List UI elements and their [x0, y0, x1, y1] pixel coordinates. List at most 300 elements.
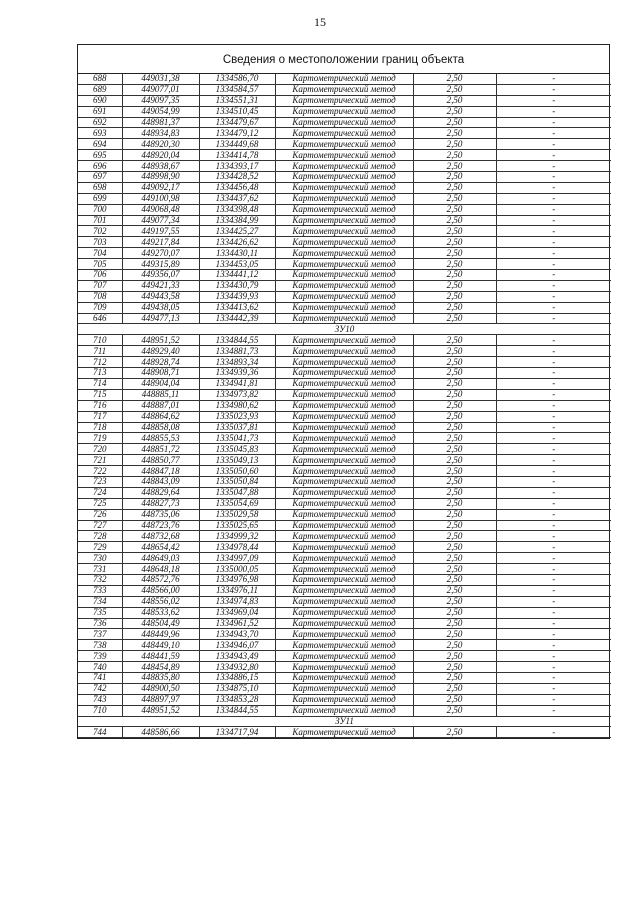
x-coordinate-cell: 448900,50 [122, 683, 199, 694]
description-cell: - [496, 487, 611, 498]
table-row [78, 455, 611, 466]
description-cell: - [496, 357, 611, 368]
y-coordinate-cell: 1334425,27 [199, 226, 275, 237]
method-cell: Картометрический метод [275, 607, 413, 618]
description-cell: - [496, 444, 611, 455]
y-coordinate-cell: 1334976,11 [199, 585, 275, 596]
accuracy-cell: 2,50 [413, 629, 496, 640]
table-row [78, 357, 611, 368]
method-cell: Картометрический метод [275, 542, 413, 553]
table-row [78, 727, 611, 738]
point-number-cell: 708 [78, 291, 122, 302]
accuracy-cell: 2,50 [413, 84, 496, 95]
y-coordinate-cell: 1334430,79 [199, 280, 275, 291]
description-cell: - [496, 476, 611, 487]
x-coordinate-cell: 449031,38 [122, 74, 199, 84]
accuracy-cell: 2,50 [413, 422, 496, 433]
table-row [78, 672, 611, 683]
accuracy-cell: 2,50 [413, 596, 496, 607]
y-coordinate-cell: 1334426,62 [199, 237, 275, 248]
description-cell: - [496, 629, 611, 640]
method-cell: Картометрический метод [275, 574, 413, 585]
method-cell: Картометрический метод [275, 672, 413, 683]
y-coordinate-cell: 1334853,28 [199, 694, 275, 705]
accuracy-cell: 2,50 [413, 531, 496, 542]
accuracy-cell: 2,50 [413, 694, 496, 705]
method-cell: Картометрический метод [275, 150, 413, 161]
section-label: ЗУ11 [78, 716, 611, 727]
method-cell: Картометрический метод [275, 662, 413, 673]
accuracy-cell: 2,50 [413, 74, 496, 84]
table-row [78, 117, 611, 128]
accuracy-cell: 2,50 [413, 564, 496, 575]
point-number-cell: 717 [78, 411, 122, 422]
x-coordinate-cell: 448858,08 [122, 422, 199, 433]
y-coordinate-cell: 1334961,52 [199, 618, 275, 629]
table-row [78, 553, 611, 564]
description-cell: - [496, 389, 611, 400]
method-cell: Картометрический метод [275, 553, 413, 564]
x-coordinate-cell: 449097,35 [122, 95, 199, 106]
point-number-cell: 735 [78, 607, 122, 618]
x-coordinate-cell: 448928,74 [122, 357, 199, 368]
table-row [78, 618, 611, 629]
accuracy-cell: 2,50 [413, 248, 496, 259]
accuracy-cell: 2,50 [413, 651, 496, 662]
accuracy-cell: 2,50 [413, 618, 496, 629]
point-number-cell: 706 [78, 270, 122, 281]
section-row [78, 324, 611, 335]
point-number-cell: 696 [78, 161, 122, 172]
y-coordinate-cell: 1334844,55 [199, 705, 275, 716]
x-coordinate-cell: 448648,18 [122, 564, 199, 575]
accuracy-cell: 2,50 [413, 476, 496, 487]
point-number-cell: 692 [78, 117, 122, 128]
table-row [78, 389, 611, 400]
point-number-cell: 740 [78, 662, 122, 673]
accuracy-cell: 2,50 [413, 280, 496, 291]
point-number-cell: 697 [78, 172, 122, 183]
description-cell: - [496, 564, 611, 575]
table-row [78, 378, 611, 389]
accuracy-cell: 2,50 [413, 520, 496, 531]
accuracy-cell: 2,50 [413, 574, 496, 585]
table-row [78, 651, 611, 662]
accuracy-cell: 2,50 [413, 607, 496, 618]
description-cell: - [496, 683, 611, 694]
table-row [78, 335, 611, 346]
x-coordinate-cell: 448835,80 [122, 672, 199, 683]
method-cell: Картометрический метод [275, 226, 413, 237]
table-row [78, 694, 611, 705]
accuracy-cell: 2,50 [413, 270, 496, 281]
description-cell: - [496, 346, 611, 357]
y-coordinate-cell: 1334939,36 [199, 368, 275, 379]
method-cell: Картометрический метод [275, 640, 413, 651]
method-cell: Картометрический метод [275, 95, 413, 106]
description-cell: - [496, 574, 611, 585]
y-coordinate-cell: 1334449,68 [199, 139, 275, 150]
point-number-cell: 734 [78, 596, 122, 607]
description-cell: - [496, 727, 611, 738]
description-cell: - [496, 672, 611, 683]
point-number-cell: 700 [78, 204, 122, 215]
y-coordinate-cell: 1335049,13 [199, 455, 275, 466]
table-row [78, 182, 611, 193]
accuracy-cell: 2,50 [413, 662, 496, 673]
accuracy-cell: 2,50 [413, 498, 496, 509]
x-coordinate-cell: 449100,98 [122, 193, 199, 204]
y-coordinate-cell: 1334393,17 [199, 161, 275, 172]
accuracy-cell: 2,50 [413, 259, 496, 270]
point-number-cell: 728 [78, 531, 122, 542]
point-number-cell: 730 [78, 553, 122, 564]
y-coordinate-cell: 1335047,88 [199, 487, 275, 498]
x-coordinate-cell: 448897,97 [122, 694, 199, 705]
table-row [78, 444, 611, 455]
method-cell: Картометрический метод [275, 487, 413, 498]
x-coordinate-cell: 448855,53 [122, 433, 199, 444]
point-number-cell: 744 [78, 727, 122, 738]
table-row [78, 531, 611, 542]
y-coordinate-cell: 1334717,94 [199, 727, 275, 738]
accuracy-cell: 2,50 [413, 640, 496, 651]
x-coordinate-cell: 448981,37 [122, 117, 199, 128]
point-number-cell: 741 [78, 672, 122, 683]
point-number-cell: 721 [78, 455, 122, 466]
y-coordinate-cell: 1334969,04 [199, 607, 275, 618]
x-coordinate-cell: 449443,58 [122, 291, 199, 302]
x-coordinate-cell: 448566,00 [122, 585, 199, 596]
description-cell: - [496, 215, 611, 226]
table-row [78, 662, 611, 673]
x-coordinate-cell: 449270,07 [122, 248, 199, 259]
y-coordinate-cell: 1334943,49 [199, 651, 275, 662]
coordinates-table [78, 74, 611, 738]
point-number-cell: 695 [78, 150, 122, 161]
y-coordinate-cell: 1334974,83 [199, 596, 275, 607]
y-coordinate-cell: 1334932,80 [199, 662, 275, 673]
point-number-cell: 732 [78, 574, 122, 585]
x-coordinate-cell: 449217,84 [122, 237, 199, 248]
y-coordinate-cell: 1334413,62 [199, 302, 275, 313]
method-cell: Картометрический метод [275, 564, 413, 575]
y-coordinate-cell: 1334893,34 [199, 357, 275, 368]
description-cell: - [496, 302, 611, 313]
table-row [78, 270, 611, 281]
accuracy-cell: 2,50 [413, 487, 496, 498]
point-number-cell: 714 [78, 378, 122, 389]
method-cell: Картометрический метод [275, 193, 413, 204]
y-coordinate-cell: 1335029,58 [199, 509, 275, 520]
point-number-cell: 701 [78, 215, 122, 226]
method-cell: Картометрический метод [275, 291, 413, 302]
point-number-cell: 719 [78, 433, 122, 444]
table-row [78, 161, 611, 172]
accuracy-cell: 2,50 [413, 161, 496, 172]
table-row [78, 172, 611, 183]
point-number-cell: 738 [78, 640, 122, 651]
table-row [78, 596, 611, 607]
point-number-cell: 689 [78, 84, 122, 95]
accuracy-cell: 2,50 [413, 433, 496, 444]
method-cell: Картометрический метод [275, 270, 413, 281]
method-cell: Картометрический метод [275, 357, 413, 368]
y-coordinate-cell: 1334479,12 [199, 128, 275, 139]
x-coordinate-cell: 448938,67 [122, 161, 199, 172]
description-cell: - [496, 270, 611, 281]
y-coordinate-cell: 1334456,48 [199, 182, 275, 193]
page-number: 15 [314, 15, 326, 29]
accuracy-cell: 2,50 [413, 683, 496, 694]
description-cell: - [496, 139, 611, 150]
table-row [78, 139, 611, 150]
description-cell: - [496, 433, 611, 444]
accuracy-cell: 2,50 [413, 182, 496, 193]
accuracy-cell: 2,50 [413, 313, 496, 324]
method-cell: Картометрический метод [275, 128, 413, 139]
accuracy-cell: 2,50 [413, 291, 496, 302]
method-cell: Картометрический метод [275, 476, 413, 487]
y-coordinate-cell: 1335041,73 [199, 433, 275, 444]
method-cell: Картометрический метод [275, 172, 413, 183]
point-number-cell: 724 [78, 487, 122, 498]
x-coordinate-cell: 448449,10 [122, 640, 199, 651]
description-cell: - [496, 182, 611, 193]
x-coordinate-cell: 448843,09 [122, 476, 199, 487]
method-cell: Картометрический метод [275, 498, 413, 509]
description-cell: - [496, 651, 611, 662]
x-coordinate-cell: 448864,62 [122, 411, 199, 422]
accuracy-cell: 2,50 [413, 455, 496, 466]
point-number-cell: 727 [78, 520, 122, 531]
table-row [78, 640, 611, 651]
x-coordinate-cell: 448735,06 [122, 509, 199, 520]
table-row [78, 291, 611, 302]
method-cell: Картометрический метод [275, 411, 413, 422]
y-coordinate-cell: 1334398,48 [199, 204, 275, 215]
accuracy-cell: 2,50 [413, 215, 496, 226]
accuracy-cell: 2,50 [413, 128, 496, 139]
y-coordinate-cell: 1334976,98 [199, 574, 275, 585]
method-cell: Картометрический метод [275, 378, 413, 389]
description-cell: - [496, 618, 611, 629]
method-cell: Картометрический метод [275, 520, 413, 531]
x-coordinate-cell: 448920,04 [122, 150, 199, 161]
y-coordinate-cell: 1334439,93 [199, 291, 275, 302]
accuracy-cell: 2,50 [413, 193, 496, 204]
table-row [78, 705, 611, 716]
method-cell: Картометрический метод [275, 346, 413, 357]
table-row [78, 95, 611, 106]
description-cell: - [496, 585, 611, 596]
point-number-cell: 705 [78, 259, 122, 270]
description-cell: - [496, 117, 611, 128]
table-row [78, 193, 611, 204]
description-cell: - [496, 498, 611, 509]
accuracy-cell: 2,50 [413, 335, 496, 346]
table-row [78, 574, 611, 585]
description-cell: - [496, 95, 611, 106]
accuracy-cell: 2,50 [413, 378, 496, 389]
point-number-cell: 742 [78, 683, 122, 694]
method-cell: Картометрический метод [275, 433, 413, 444]
y-coordinate-cell: 1334875,10 [199, 683, 275, 694]
table-row [78, 542, 611, 553]
description-cell: - [496, 640, 611, 651]
table-row [78, 128, 611, 139]
x-coordinate-cell: 449477,13 [122, 313, 199, 324]
x-coordinate-cell: 449421,33 [122, 280, 199, 291]
table-row [78, 259, 611, 270]
table-row [78, 346, 611, 357]
description-cell: - [496, 193, 611, 204]
x-coordinate-cell: 448504,49 [122, 618, 199, 629]
method-cell: Картометрический метод [275, 259, 413, 270]
accuracy-cell: 2,50 [413, 204, 496, 215]
x-coordinate-cell: 448850,77 [122, 455, 199, 466]
method-cell: Картометрический метод [275, 596, 413, 607]
method-cell: Картометрический метод [275, 466, 413, 477]
method-cell: Картометрический метод [275, 117, 413, 128]
point-number-cell: 704 [78, 248, 122, 259]
table-row [78, 74, 611, 84]
description-cell: - [496, 259, 611, 270]
y-coordinate-cell: 1334886,15 [199, 672, 275, 683]
x-coordinate-cell: 449068,48 [122, 204, 199, 215]
method-cell: Картометрический метод [275, 585, 413, 596]
coordinates-table-body [78, 74, 611, 738]
description-cell: - [496, 694, 611, 705]
description-cell: - [496, 466, 611, 477]
description-cell: - [496, 553, 611, 564]
y-coordinate-cell: 1335037,81 [199, 422, 275, 433]
method-cell: Картометрический метод [275, 302, 413, 313]
method-cell: Картометрический метод [275, 280, 413, 291]
point-number-cell: 743 [78, 694, 122, 705]
point-number-cell: 712 [78, 357, 122, 368]
method-cell: Картометрический метод [275, 629, 413, 640]
point-number-cell: 723 [78, 476, 122, 487]
description-cell: - [496, 422, 611, 433]
description-cell: - [496, 531, 611, 542]
table-row [78, 411, 611, 422]
accuracy-cell: 2,50 [413, 95, 496, 106]
x-coordinate-cell: 448920,30 [122, 139, 199, 150]
table-row [78, 422, 611, 433]
point-number-cell: 729 [78, 542, 122, 553]
table-row [78, 280, 611, 291]
table-row [78, 150, 611, 161]
description-cell: - [496, 161, 611, 172]
point-number-cell: 725 [78, 498, 122, 509]
method-cell: Картометрический метод [275, 313, 413, 324]
description-cell: - [496, 150, 611, 161]
accuracy-cell: 2,50 [413, 389, 496, 400]
accuracy-cell: 2,50 [413, 302, 496, 313]
description-cell: - [496, 335, 611, 346]
method-cell: Картометрический метод [275, 335, 413, 346]
y-coordinate-cell: 1334384,99 [199, 215, 275, 226]
table-row [78, 607, 611, 618]
y-coordinate-cell: 1334441,12 [199, 270, 275, 281]
description-cell: - [496, 128, 611, 139]
x-coordinate-cell: 448441,59 [122, 651, 199, 662]
accuracy-cell: 2,50 [413, 139, 496, 150]
table-row [78, 215, 611, 226]
accuracy-cell: 2,50 [413, 150, 496, 161]
table-row [78, 204, 611, 215]
table-row [78, 84, 611, 95]
y-coordinate-cell: 1335023,93 [199, 411, 275, 422]
x-coordinate-cell: 448887,01 [122, 400, 199, 411]
method-cell: Картометрический метод [275, 84, 413, 95]
y-coordinate-cell: 1334437,62 [199, 193, 275, 204]
description-cell: - [496, 509, 611, 520]
point-number-cell: 702 [78, 226, 122, 237]
point-number-cell: 709 [78, 302, 122, 313]
method-cell: Картометрический метод [275, 389, 413, 400]
x-coordinate-cell: 448998,90 [122, 172, 199, 183]
table-row [78, 302, 611, 313]
point-number-cell: 720 [78, 444, 122, 455]
description-cell: - [496, 705, 611, 716]
point-number-cell: 646 [78, 313, 122, 324]
point-number-cell: 737 [78, 629, 122, 640]
x-coordinate-cell: 449077,34 [122, 215, 199, 226]
table-row [78, 564, 611, 575]
x-coordinate-cell: 448533,62 [122, 607, 199, 618]
point-number-cell: 716 [78, 400, 122, 411]
table-row [78, 466, 611, 477]
x-coordinate-cell: 449315,89 [122, 259, 199, 270]
description-cell: - [496, 520, 611, 531]
method-cell: Картометрический метод [275, 400, 413, 411]
point-number-cell: 726 [78, 509, 122, 520]
accuracy-cell: 2,50 [413, 237, 496, 248]
method-cell: Картометрический метод [275, 618, 413, 629]
y-coordinate-cell: 1334973,82 [199, 389, 275, 400]
accuracy-cell: 2,50 [413, 400, 496, 411]
description-cell: - [496, 237, 611, 248]
point-number-cell: 707 [78, 280, 122, 291]
description-cell: - [496, 400, 611, 411]
accuracy-cell: 2,50 [413, 672, 496, 683]
point-number-cell: 710 [78, 705, 122, 716]
method-cell: Картометрический метод [275, 215, 413, 226]
description-cell: - [496, 204, 611, 215]
table-title: Сведения о местоположении границ объекта [78, 45, 609, 74]
x-coordinate-cell: 448572,76 [122, 574, 199, 585]
x-coordinate-cell: 448908,71 [122, 368, 199, 379]
y-coordinate-cell: 1334999,32 [199, 531, 275, 542]
x-coordinate-cell: 449356,07 [122, 270, 199, 281]
x-coordinate-cell: 449092,17 [122, 182, 199, 193]
x-coordinate-cell: 448934,83 [122, 128, 199, 139]
point-number-cell: 739 [78, 651, 122, 662]
x-coordinate-cell: 448951,52 [122, 335, 199, 346]
method-cell: Картометрический метод [275, 509, 413, 520]
table-row [78, 509, 611, 520]
x-coordinate-cell: 448904,04 [122, 378, 199, 389]
method-cell: Картометрический метод [275, 694, 413, 705]
description-cell: - [496, 106, 611, 117]
accuracy-cell: 2,50 [413, 466, 496, 477]
point-number-cell: 688 [78, 74, 122, 84]
description-cell: - [496, 455, 611, 466]
table-row [78, 248, 611, 259]
description-cell: - [496, 378, 611, 389]
